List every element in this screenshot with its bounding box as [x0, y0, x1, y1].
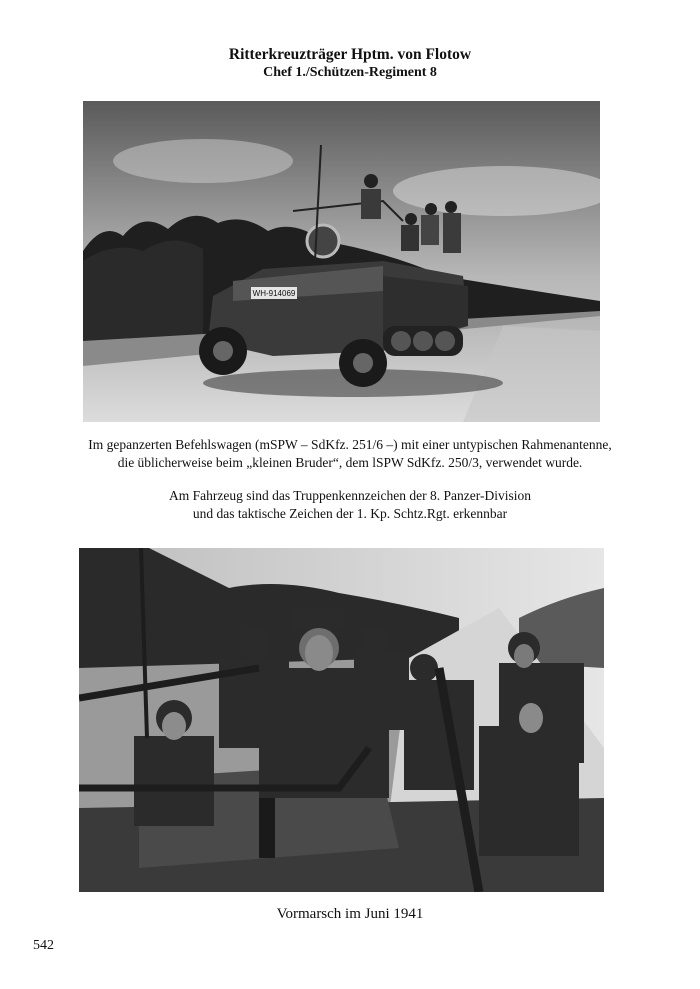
page-title: Ritterkreuzträger Hptm. von Flotow	[228, 46, 472, 63]
caption-line: Im gepanzerten Befehlswagen (mSPW – SdKfz. 251/6 –) mit einer untypischen Rahmenantenne,	[88, 437, 612, 452]
caption-line: und das taktische Zeichen der 1. Kp. Schtz.Rgt. erkennbar	[192, 506, 508, 521]
soldiers-photo	[79, 548, 604, 892]
page-number: 542	[33, 938, 54, 953]
license-plate: WH-914069	[252, 289, 296, 298]
caption-line: die üblicherweise beim „kleinen Bruder“, dem lSPW SdKfz. 250/3, verwendet wurde.	[117, 455, 583, 470]
caption-insignia-note	[0, 487, 700, 523]
page-subtitle: Chef 1./Schützen-Regiment 8	[263, 65, 437, 80]
caption-advance: Vormarsch im Juni 1941	[276, 906, 424, 922]
caption-line: Am Fahrzeug sind das Truppenkennzeichen der 8. Panzer-Division	[169, 488, 531, 503]
soldiers-photo-image	[79, 548, 604, 892]
caption-vehicle-description	[0, 436, 700, 472]
halftrack-photo-image	[83, 101, 600, 422]
halftrack-photo	[83, 101, 600, 422]
page-header	[0, 46, 700, 81]
